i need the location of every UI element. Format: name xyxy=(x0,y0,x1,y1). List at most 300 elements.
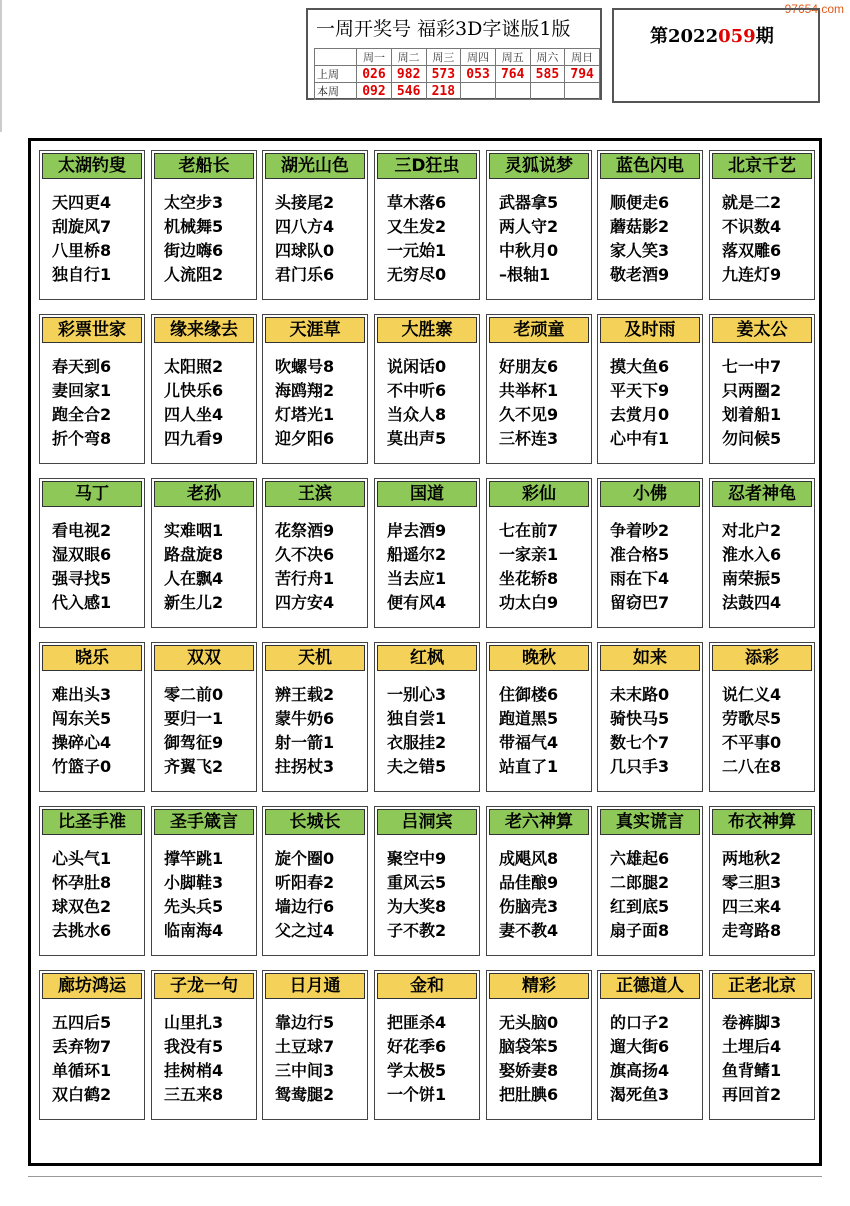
riddle-line: 鸳鸯腿2 xyxy=(275,1085,335,1104)
riddle-lines xyxy=(722,1011,781,1107)
riddle-line: 功太白9 xyxy=(499,593,559,612)
riddle-lines xyxy=(275,683,334,779)
riddle-line: 零三胆3 xyxy=(722,873,782,892)
riddle-card-title: 圣手箴言 xyxy=(154,809,254,835)
riddle-line: 苦行舟1 xyxy=(275,569,335,588)
riddle-line: 太阳照2 xyxy=(164,357,224,376)
riddle-card-title: 大胜寨 xyxy=(377,317,477,343)
riddle-line: 船遥尔2 xyxy=(387,545,447,564)
riddle-line: 儿快乐6 xyxy=(164,381,224,400)
riddle-line: 无穷尽0 xyxy=(387,265,447,284)
riddle-line: 脑袋笨5 xyxy=(499,1037,559,1056)
riddle-line: 刮旋风7 xyxy=(52,217,112,236)
riddle-lines xyxy=(499,683,558,779)
riddle-card-title: 子龙一句 xyxy=(154,973,254,999)
riddle-lines xyxy=(499,519,558,615)
riddle-line: 三五来8 xyxy=(164,1085,224,1104)
riddle-lines xyxy=(387,519,446,615)
riddle-lines xyxy=(387,355,446,451)
riddle-card xyxy=(597,150,703,300)
riddle-line: 先头兵5 xyxy=(164,897,224,916)
riddle-line: 我没有5 xyxy=(164,1037,224,1056)
riddle-line: 伤脑壳3 xyxy=(499,897,559,916)
riddle-line: 平天下9 xyxy=(610,381,670,400)
riddle-card xyxy=(597,806,703,956)
riddle-line: 心头气1 xyxy=(52,849,112,868)
riddle-card-title: 长城长 xyxy=(265,809,365,835)
riddle-line: 七在前7 xyxy=(499,521,559,540)
riddle-card-title: 真实谎言 xyxy=(600,809,700,835)
riddle-card-title: 忍者神龟 xyxy=(712,481,812,507)
riddle-line: 三中间3 xyxy=(275,1061,335,1080)
riddle-line: 草木落6 xyxy=(387,193,447,212)
riddle-card xyxy=(262,642,368,792)
riddle-line: 八里桥8 xyxy=(52,241,112,260)
draw-number: 573 xyxy=(426,66,461,83)
riddle-line: 辨王载2 xyxy=(275,685,335,704)
riddle-line: 一家亲1 xyxy=(499,545,559,564)
riddle-lines xyxy=(52,847,111,943)
riddle-line: 中秋月0 xyxy=(499,241,559,260)
riddle-card-title: 正老北京 xyxy=(712,973,812,999)
riddle-line: 土埋后4 xyxy=(722,1037,782,1056)
day-header: 周一 xyxy=(357,49,392,66)
riddle-line: 两人守2 xyxy=(499,217,559,236)
riddle-line: 四方安4 xyxy=(275,593,335,612)
row-label: 上周 xyxy=(315,66,357,83)
riddle-card-title: 添彩 xyxy=(712,645,812,671)
riddle-card xyxy=(151,150,257,300)
riddle-lines xyxy=(387,191,446,287)
riddle-line: 说闲话0 xyxy=(387,357,447,376)
riddle-lines xyxy=(610,355,669,451)
draw-number: 546 xyxy=(391,83,426,100)
riddle-card-title: 太湖钓叟 xyxy=(42,153,142,179)
riddle-line: 住御楼6 xyxy=(499,685,559,704)
riddle-line: 莫出声5 xyxy=(387,429,447,448)
riddle-line: 数七个7 xyxy=(610,733,670,752)
riddle-line: 妻不教4 xyxy=(499,921,559,940)
riddle-card xyxy=(262,806,368,956)
riddle-line: 鱼背鳍1 xyxy=(722,1061,782,1080)
riddle-line: 新生儿2 xyxy=(164,593,224,612)
riddle-card xyxy=(709,806,815,956)
riddle-line: 又生发2 xyxy=(387,217,447,236)
riddle-line: 跑全合2 xyxy=(52,405,112,424)
riddle-card xyxy=(597,642,703,792)
riddle-line: 南荣振5 xyxy=(722,569,782,588)
riddle-line: 五四后5 xyxy=(52,1013,112,1032)
riddle-card-title: 廊坊鸿运 xyxy=(42,973,142,999)
riddle-line: 难出头3 xyxy=(52,685,112,704)
riddle-lines xyxy=(52,1011,111,1107)
riddle-lines xyxy=(610,191,669,287)
riddle-card xyxy=(151,478,257,628)
riddle-lines xyxy=(499,355,558,451)
riddle-line: 当众人8 xyxy=(387,405,447,424)
riddle-line: 走弯路8 xyxy=(722,921,782,940)
riddle-card xyxy=(262,478,368,628)
riddle-lines xyxy=(52,191,111,287)
day-header: 周六 xyxy=(530,49,565,66)
riddle-lines xyxy=(52,355,111,451)
riddle-card xyxy=(262,970,368,1120)
riddle-card xyxy=(486,314,592,464)
riddle-card-title: 布衣神算 xyxy=(712,809,812,835)
riddle-line: 准合格5 xyxy=(610,545,670,564)
riddle-line: 摸大鱼6 xyxy=(610,357,670,376)
riddle-line: 君门乐6 xyxy=(275,265,335,284)
riddle-line: 零二前0 xyxy=(164,685,224,704)
riddle-line: 墙边行6 xyxy=(275,897,335,916)
riddle-card-title: 灵狐说梦 xyxy=(489,153,589,179)
riddle-lines xyxy=(275,1011,334,1107)
riddle-line: 六雄起6 xyxy=(610,849,670,868)
riddle-line: 山里扎3 xyxy=(164,1013,224,1032)
riddle-line: 娶娇妻8 xyxy=(499,1061,559,1080)
riddle-card xyxy=(597,970,703,1120)
riddle-line: 花祭酒9 xyxy=(275,521,335,540)
riddle-line: 把匪杀4 xyxy=(387,1013,447,1032)
riddle-line: 子不教2 xyxy=(387,921,447,940)
riddle-line: 心中有1 xyxy=(610,429,670,448)
riddle-card xyxy=(486,642,592,792)
riddle-card xyxy=(709,642,815,792)
riddle-card xyxy=(597,314,703,464)
bottom-divider xyxy=(28,1176,822,1177)
riddle-line: 独自行1 xyxy=(52,265,112,284)
riddle-line: 岸去酒9 xyxy=(387,521,447,540)
riddle-card xyxy=(486,806,592,956)
riddle-line: 机械舞5 xyxy=(164,217,224,236)
riddle-card-title: 红枫 xyxy=(377,645,477,671)
riddle-card-title: 姜太公 xyxy=(712,317,812,343)
riddle-card xyxy=(39,478,145,628)
riddle-line: 带福气4 xyxy=(499,733,559,752)
riddle-line: 落双雕6 xyxy=(722,241,782,260)
draw-number: 053 xyxy=(461,66,496,83)
riddle-lines xyxy=(499,191,558,287)
riddle-lines xyxy=(164,683,223,779)
riddle-card xyxy=(374,314,480,464)
riddle-lines xyxy=(722,355,781,451)
riddle-line: 淮水入6 xyxy=(722,545,782,564)
riddle-line: 要归一1 xyxy=(164,709,224,728)
riddle-line: 四三来4 xyxy=(722,897,782,916)
riddle-card-title: 日月通 xyxy=(265,973,365,999)
riddle-lines xyxy=(52,683,111,779)
riddle-card-title: 国道 xyxy=(377,481,477,507)
draw-number: 982 xyxy=(391,66,426,83)
riddle-line: 吹螺号8 xyxy=(275,357,335,376)
draw-number xyxy=(530,83,565,100)
riddle-card xyxy=(151,314,257,464)
riddle-lines xyxy=(499,1011,558,1107)
riddle-lines xyxy=(387,1011,446,1107)
riddle-lines xyxy=(164,355,223,451)
riddle-line: 强寻找5 xyxy=(52,569,112,588)
riddle-card xyxy=(709,150,815,300)
riddle-line: 重风云5 xyxy=(387,873,447,892)
riddle-card-title: 精彩 xyxy=(489,973,589,999)
riddle-card xyxy=(151,806,257,956)
riddle-line: 代入感1 xyxy=(52,593,112,612)
riddle-card xyxy=(39,150,145,300)
riddle-line: 站直了1 xyxy=(499,757,559,776)
draw-number: 585 xyxy=(530,66,565,83)
riddle-line: 海鸥翔2 xyxy=(275,381,335,400)
riddle-line: 四球队0 xyxy=(275,241,335,260)
draw-number: 218 xyxy=(426,83,461,100)
riddle-card xyxy=(486,478,592,628)
riddle-line: 人流阻2 xyxy=(164,265,224,284)
riddle-lines xyxy=(722,847,781,943)
riddle-line: 夫之错5 xyxy=(387,757,447,776)
site-watermark: 97654.com xyxy=(784,2,844,16)
riddle-card-title: 湖光山色 xyxy=(265,153,365,179)
riddle-line: 灯塔光1 xyxy=(275,405,335,424)
riddle-card-title: 马丁 xyxy=(42,481,142,507)
riddle-card-title: 如来 xyxy=(600,645,700,671)
riddle-line: 太空步3 xyxy=(164,193,224,212)
riddle-lines xyxy=(387,847,446,943)
riddle-line: 射一箭1 xyxy=(275,733,335,752)
draw-number: 794 xyxy=(565,66,600,83)
riddle-line: 头接尾2 xyxy=(275,193,335,212)
riddle-card-title: 金和 xyxy=(377,973,477,999)
page-title: 一周开奖号 福彩3D字谜版1版 xyxy=(316,18,571,40)
draw-results-table xyxy=(314,48,600,100)
riddle-line: 实难咽1 xyxy=(164,521,224,540)
riddle-line: 七一中7 xyxy=(722,357,782,376)
riddle-line: 拄拐杖3 xyxy=(275,757,335,776)
riddle-line: 说仁义4 xyxy=(722,685,782,704)
riddle-lines xyxy=(275,519,334,615)
riddle-card-title: 小佛 xyxy=(600,481,700,507)
riddle-line: 衣服挂2 xyxy=(387,733,447,752)
left-edge-line xyxy=(0,0,2,132)
draw-number xyxy=(495,83,530,100)
riddle-card-title: 双双 xyxy=(154,645,254,671)
riddle-line: 渴死鱼3 xyxy=(610,1085,670,1104)
day-header: 周二 xyxy=(391,49,426,66)
riddle-card-title: 吕洞宾 xyxy=(377,809,477,835)
riddle-line: 天四更4 xyxy=(52,193,112,212)
riddle-line: 骑快马5 xyxy=(610,709,670,728)
riddle-line: 小脚鞋3 xyxy=(164,873,224,892)
weekly-draw-panel xyxy=(306,8,602,100)
riddle-line: 一别心3 xyxy=(387,685,447,704)
riddle-line: 顺便走6 xyxy=(610,193,670,212)
riddle-line: 把肚腆6 xyxy=(499,1085,559,1104)
riddle-line: 四八方4 xyxy=(275,217,335,236)
riddle-lines xyxy=(275,355,334,451)
riddle-line: 蘑菇影2 xyxy=(610,217,670,236)
riddle-line: 旗高扬4 xyxy=(610,1061,670,1080)
day-header: 周四 xyxy=(461,49,496,66)
riddle-lines xyxy=(610,683,669,779)
riddle-lines xyxy=(164,847,223,943)
riddle-line: 三杯连3 xyxy=(499,429,559,448)
riddle-line: 划着船1 xyxy=(722,405,782,424)
riddle-line: 球双色2 xyxy=(52,897,112,916)
riddle-line: 挂树梢4 xyxy=(164,1061,224,1080)
riddle-card-title: 王滨 xyxy=(265,481,365,507)
day-header: 周三 xyxy=(426,49,461,66)
riddle-line: 成飓风8 xyxy=(499,849,559,868)
riddle-line: 劳歌尽5 xyxy=(722,709,782,728)
riddle-card-title: 正德道人 xyxy=(600,973,700,999)
riddle-line: 春天到6 xyxy=(52,357,112,376)
riddle-lines xyxy=(722,683,781,779)
riddle-card xyxy=(39,642,145,792)
riddle-line: 跑道黑5 xyxy=(499,709,559,728)
riddle-line: 无头脑0 xyxy=(499,1013,559,1032)
riddle-card xyxy=(709,314,815,464)
riddle-card xyxy=(374,806,480,956)
riddle-line: 敬老酒9 xyxy=(610,265,670,284)
riddle-line: 未末路0 xyxy=(610,685,670,704)
draw-number xyxy=(461,83,496,100)
riddle-line: 竹篮子0 xyxy=(52,757,112,776)
riddle-line: –根轴1 xyxy=(499,265,551,284)
riddle-line: 一个饼1 xyxy=(387,1085,447,1104)
riddle-card-title: 晓乐 xyxy=(42,645,142,671)
riddle-card xyxy=(262,314,368,464)
riddle-line: 四九看9 xyxy=(164,429,224,448)
riddle-card xyxy=(486,150,592,300)
riddle-line: 父之过4 xyxy=(275,921,335,940)
riddle-line: 二八在8 xyxy=(722,757,782,776)
riddle-line: 法鼓四4 xyxy=(722,593,782,612)
riddle-line: 路盘旋8 xyxy=(164,545,224,564)
riddle-card-title: 三D狂虫 xyxy=(377,153,477,179)
riddle-card-title: 晚秋 xyxy=(489,645,589,671)
riddle-line: 的口子2 xyxy=(610,1013,670,1032)
riddle-line: 九连灯9 xyxy=(722,265,782,284)
riddle-lines xyxy=(275,847,334,943)
riddle-lines xyxy=(164,191,223,287)
riddle-line: 听阳春2 xyxy=(275,873,335,892)
riddle-line: 品佳酿9 xyxy=(499,873,559,892)
riddle-line: 争着吵2 xyxy=(610,521,670,540)
riddle-line: 只两圈2 xyxy=(722,381,782,400)
riddle-lines xyxy=(722,519,781,615)
riddle-line: 土豆球7 xyxy=(275,1037,335,1056)
riddle-line: 独自尝1 xyxy=(387,709,447,728)
riddle-line: 聚空中9 xyxy=(387,849,447,868)
riddle-line: 再回首2 xyxy=(722,1085,782,1104)
riddle-line: 折个弯8 xyxy=(52,429,112,448)
riddle-line: 看电视2 xyxy=(52,521,112,540)
riddle-card-title: 彩仙 xyxy=(489,481,589,507)
riddle-line: 操碎心4 xyxy=(52,733,112,752)
riddle-card-title: 及时雨 xyxy=(600,317,700,343)
riddle-card xyxy=(151,970,257,1120)
riddle-line: 闯东关5 xyxy=(52,709,112,728)
riddle-line: 几只手3 xyxy=(610,757,670,776)
riddle-line: 不平事0 xyxy=(722,733,782,752)
riddle-line: 学太极5 xyxy=(387,1061,447,1080)
riddle-card-title: 蓝色闪电 xyxy=(600,153,700,179)
riddle-line: 不识数4 xyxy=(722,217,782,236)
riddle-lines xyxy=(387,683,446,779)
riddle-card xyxy=(39,314,145,464)
riddle-line: 留窃巴7 xyxy=(610,593,670,612)
riddle-line: 靠边行5 xyxy=(275,1013,335,1032)
issue-number: 第2022059期 xyxy=(650,26,774,47)
riddle-line: 卷裤脚3 xyxy=(722,1013,782,1032)
riddle-lines xyxy=(164,1011,223,1107)
riddle-card-title: 天涯草 xyxy=(265,317,365,343)
riddle-lines xyxy=(52,519,111,615)
riddle-card-title: 老孙 xyxy=(154,481,254,507)
riddle-line: 齐翼飞2 xyxy=(164,757,224,776)
riddle-line: 便有风4 xyxy=(387,593,447,612)
draw-number: 026 xyxy=(357,66,392,83)
riddle-line: 丢弃物7 xyxy=(52,1037,112,1056)
riddle-lines xyxy=(499,847,558,943)
riddle-card xyxy=(709,478,815,628)
riddle-card-title: 比圣手准 xyxy=(42,809,142,835)
riddle-lines xyxy=(610,847,669,943)
riddle-lines xyxy=(275,191,334,287)
riddle-line: 当去应1 xyxy=(387,569,447,588)
riddle-line: 御驾征9 xyxy=(164,733,224,752)
riddle-line: 单循环1 xyxy=(52,1061,112,1080)
riddle-line: 对北户2 xyxy=(722,521,782,540)
riddle-card-title: 老六神算 xyxy=(489,809,589,835)
riddle-line: 好花季6 xyxy=(387,1037,447,1056)
riddle-card-title: 彩票世家 xyxy=(42,317,142,343)
riddle-card xyxy=(374,970,480,1120)
riddle-lines xyxy=(610,519,669,615)
last-week-row xyxy=(315,66,600,83)
riddle-lines xyxy=(722,191,781,287)
riddle-line: 街边嗨6 xyxy=(164,241,224,260)
riddle-line: 勿问候5 xyxy=(722,429,782,448)
riddle-card-title: 北京千艺 xyxy=(712,153,812,179)
riddle-card-title: 老船长 xyxy=(154,153,254,179)
riddle-line: 四人坐4 xyxy=(164,405,224,424)
draw-number: 764 xyxy=(495,66,530,83)
riddle-line: 双白鹤2 xyxy=(52,1085,112,1104)
riddle-line: 二郎腿2 xyxy=(610,873,670,892)
draw-number: 092 xyxy=(357,83,392,100)
riddle-line: 两地秋2 xyxy=(722,849,782,868)
riddle-line: 就是二2 xyxy=(722,193,782,212)
riddle-line: 为大奖8 xyxy=(387,897,447,916)
riddle-lines xyxy=(610,1011,669,1107)
row-label: 本周 xyxy=(315,83,357,100)
riddle-line: 不中听6 xyxy=(387,381,447,400)
riddle-card xyxy=(374,642,480,792)
riddle-grid xyxy=(28,138,822,1166)
riddle-line: 撑竿跳1 xyxy=(164,849,224,868)
riddle-card xyxy=(374,478,480,628)
riddle-line: 一元始1 xyxy=(387,241,447,260)
riddle-card-title: 缘来缘去 xyxy=(154,317,254,343)
riddle-card xyxy=(262,150,368,300)
riddle-line: 久不见9 xyxy=(499,405,559,424)
riddle-card-title: 天机 xyxy=(265,645,365,671)
issue-panel xyxy=(612,8,820,103)
riddle-line: 共举杯1 xyxy=(499,381,559,400)
riddle-card xyxy=(709,970,815,1120)
riddle-line: 家人笑3 xyxy=(610,241,670,260)
riddle-lines xyxy=(164,519,223,615)
riddle-line: 去挑水6 xyxy=(52,921,112,940)
